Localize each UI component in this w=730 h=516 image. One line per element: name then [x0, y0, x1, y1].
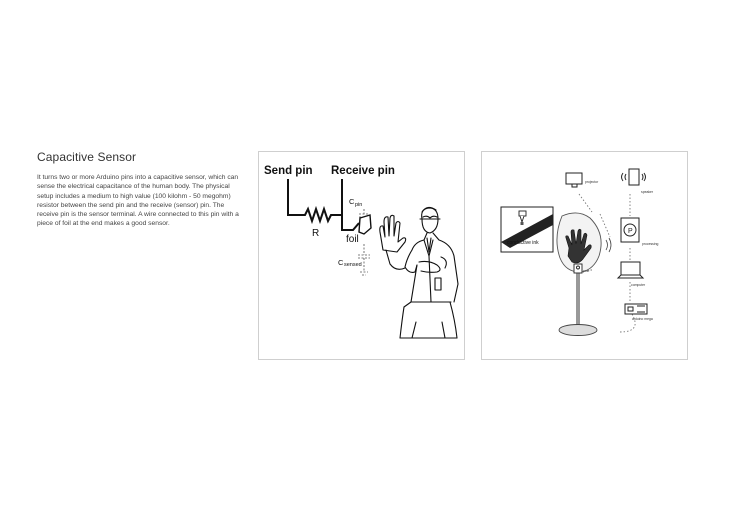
c-pin-subscript: pin	[355, 202, 363, 208]
svg-text:P: P	[628, 228, 633, 235]
conductive-ink-label: conductive ink	[507, 240, 539, 246]
projector-icon	[566, 173, 582, 187]
installation-figure-panel	[481, 151, 688, 360]
pole-stand	[577, 273, 579, 328]
send-pin-label: Send pin	[264, 165, 313, 177]
foil-sheet	[359, 215, 371, 234]
projector-label: projector	[585, 180, 599, 184]
page-title: Capacitive Sensor	[37, 150, 137, 164]
base-plate	[559, 325, 597, 336]
receive-pin-label: Receive pin	[331, 165, 395, 177]
processing-label: processing	[642, 242, 659, 246]
computer-label: computer	[631, 283, 646, 287]
processing-icon	[621, 218, 639, 242]
description-paragraph: It turns two or more Arduino pins into a capacitive sensor, which can sense the electrical capacitance of the human body. The physical setup includes a medium to high value (100 kilohm - 50 megohm) resistor between the send pin and the receive (sensor) pin. The receive pin is the sensor terminal. A wire connected to this pin with a piece of foil at the end makes a good sensor.	[37, 174, 239, 228]
speaker-icon	[622, 169, 646, 185]
resistor-label: R	[312, 228, 320, 239]
laptop-icon	[618, 262, 643, 278]
pole-label: pole	[583, 269, 590, 273]
foil-label: foil	[346, 234, 359, 245]
sound-waves	[606, 238, 611, 252]
c-sensed-label: C	[338, 258, 344, 267]
arduino-board-icon	[625, 304, 647, 314]
arduino-mega-label: arduino mega	[632, 317, 653, 321]
c-pin-label: C	[349, 197, 355, 206]
sensor-box	[574, 264, 582, 273]
circuit-diagram	[259, 152, 464, 359]
person-illustration	[380, 207, 458, 338]
circuit-figure-panel	[258, 151, 465, 360]
speaker-label: speaker	[641, 190, 654, 194]
installation-diagram	[482, 152, 687, 359]
c-sensed-capacitor	[358, 244, 370, 275]
c-sensed-subscript: sensed	[344, 262, 362, 268]
